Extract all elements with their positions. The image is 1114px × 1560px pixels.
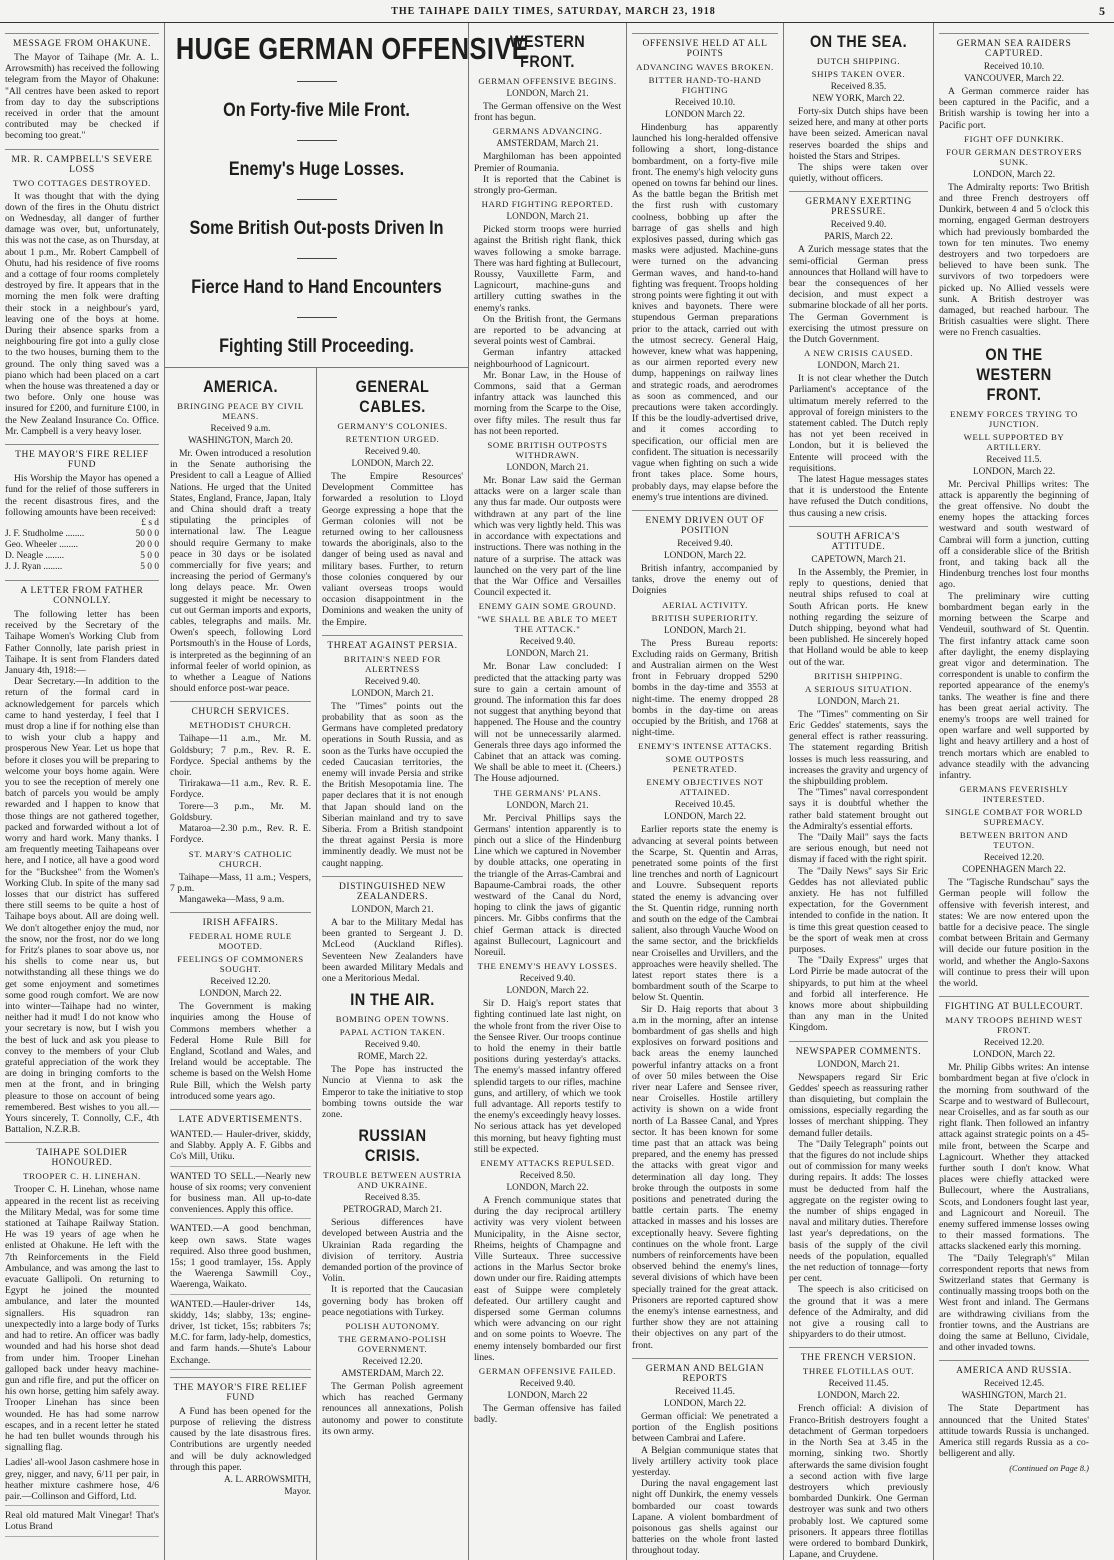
article-paragraph: Mr. Philip Gibbs writes: An intense bombardment began at five o'clock in the morning from southward of the Scarpe and to westward of Bullecourt, near Croiselles, and as far south as our right flank. Then followed an infantry attack against strategic points on a 45-mile front, between the Scarpe and Lagnicourt. Whether they attacked further south I don't know. What places were chiefly attacked were Bullecourt, where the Australians, Scots, and Londoners fought last year, and Lagnicourt and Noreuil. The enemy suffered immense losses owing to their massed formations. The attacks slackened early this morning. bbox=[939, 1062, 1089, 1253]
dateline: LONDON, March 21. bbox=[506, 212, 589, 223]
dateline: LONDON, March 21. bbox=[506, 463, 589, 474]
dateline: Received 9.40. bbox=[519, 974, 576, 985]
advertisement: WANTED TO SELL.—Nearly new house of six rooms; very convenient for business man. All up-to-date conveniences. Apply this office. bbox=[170, 1171, 311, 1220]
article-paragraph: The ships were taken over quietly, without officers. bbox=[789, 162, 928, 185]
donation-amount: 20 0 0 bbox=[135, 539, 159, 550]
advertisement: WANTED.—A good benchman, keep own saws. State wages required. Also three good bushmen, 15s; 1 good tramlayer, 15s. Apply the Waerenga Sawmill Coy., Waerenga, Waikato. bbox=[170, 1223, 311, 1294]
dateline: Received 12.20. bbox=[362, 1356, 423, 1367]
article-subheading: AERIAL ACTIVITY. bbox=[662, 599, 748, 610]
article-heading: MESSAGE FROM OHAKUNE. bbox=[5, 33, 159, 49]
column-1 bbox=[0, 23, 165, 1560]
article-paragraph: Mataroa—2.30 p.m., Rev. R. E. Fordyce. bbox=[170, 823, 311, 846]
divider bbox=[297, 81, 337, 82]
article-paragraph: Serious differences have developed between Austria and the Ukrainian Rada regarding the division of territory. Austria demanded portion of the province of Volin. bbox=[322, 1217, 463, 1285]
dateline: LONDON, March 21. bbox=[506, 649, 589, 660]
article-paragraph: The German offensive on the West front has begun. bbox=[474, 101, 621, 124]
article-subheading: SOME OUTPOSTS PENETRATED. bbox=[665, 754, 745, 775]
article-paragraph: It is reported that the Caucasian governing body has broken off peace negotiations with Turkey. bbox=[322, 1284, 463, 1318]
dateline: AMSTERDAM, March 22. bbox=[341, 1368, 444, 1379]
section-heading: ON THE SEA. bbox=[809, 32, 908, 51]
fund-row bbox=[5, 540, 159, 551]
article-paragraph: German infantry attacked neighbourhood of Lagnicourt. bbox=[474, 347, 621, 370]
dateline: Received 9.40. bbox=[519, 1379, 576, 1390]
article-subheading: BITTER HAND-TO-HAND FIGHTING bbox=[648, 75, 762, 95]
article-subheading: POLISH AUTONOMY. bbox=[345, 1320, 440, 1331]
article-subheading: ENEMY FORCES TRYING TO JUNCTION. bbox=[950, 408, 1078, 429]
dateline: LONDON, March 22. bbox=[663, 550, 747, 561]
dateline: WASHINGTON, March 20. bbox=[188, 436, 293, 446]
dateline: Received 11.45. bbox=[675, 1386, 735, 1397]
divider bbox=[297, 317, 337, 318]
article-paragraph: The following letter has been received by the Secretary of the Taihape Women's Working Club from Father Connolly, late parish priest in Taihape. It is sent from Flanders dated January 4th, 1918:— bbox=[5, 608, 159, 676]
article-paragraph: The Pope has instructed the Nuncio at Vienna to ask the Emperor to take the initiative to stop bombing towns outside the war zone. bbox=[322, 1064, 463, 1120]
article-subheading: A NEW CRISIS CAUSED. bbox=[803, 348, 914, 359]
dateline: Received 12.45. bbox=[983, 1379, 1045, 1390]
dateline: LONDON, March 22. bbox=[663, 1398, 747, 1409]
article-paragraph: Mr. Owen introduced a resolution in the Senate authorising the President to call a League of Allied Nations. He urged that the United States, England, France, Japan, Italy and China should draft a treaty stipulating the principles of international law. The League should require Germany to make peace in 30 days or be isolated commercially for five years; and increasing the period of Germany's long delays peace. Mr. Owen suggested it might be necessary to cut out German imports and exports, cables, telegraphs and mails. Mr. Owen's speech, following Lord Portsmouth's in the House of Lords, is interpreted as the beginning of an informal feeler of world opinion, as to whether a League of Nations should enforce post-war peace. bbox=[170, 448, 311, 695]
article-paragraph: Newspapers regard Sir Eric Geddes' speech as reassuring rather than disquieting, but complain the omissions, especially regarding the losses of merchant shipping. They demand fuller details. bbox=[789, 1071, 928, 1139]
dateline: LONDON, March 21. bbox=[817, 1059, 900, 1070]
dateline: LONDON, March 22. bbox=[972, 169, 1056, 180]
donor-name: D. Neagle ........ bbox=[5, 550, 65, 561]
article-paragraph: Picked storm troops were hurried against the British right flank, thick waves following a smoke barrage. There was hard fighting at Bullecourt, Roussy, Vauxillette Farm, and Lagnicourt, machine-guns and artillery cutting swathes in the enemy's ranks. bbox=[474, 224, 621, 314]
masthead bbox=[0, 0, 1114, 23]
dateline: PARIS, March 22. bbox=[824, 232, 893, 243]
article-paragraph: It is reported that the Cabinet is strongly pro-German. bbox=[474, 173, 621, 197]
dateline: ROME, March 22. bbox=[357, 1052, 428, 1063]
headline-deck: Fierce Hand to Hand Encounters bbox=[191, 277, 442, 298]
dateline: LONDON, March 22. bbox=[506, 1183, 589, 1194]
article-subheading: WELL SUPPORTED BY ARTILLERY. bbox=[963, 431, 1065, 452]
fund-row bbox=[5, 551, 159, 562]
dateline: COPENHAGEN March 22. bbox=[962, 865, 1066, 876]
fund-row bbox=[5, 562, 159, 573]
article-paragraph: German official: We penetrated a portion of the English positions between Cambrai and Lafere. bbox=[632, 1410, 778, 1445]
article-paragraph: In the Assembly, the Premier, in reply to questions, denied that neutral ships refused to coal at South African ports. He knew nothing regarding the seizure of Dutch shipping, beyond what had been published. He sincerely hoped that Holland would be able to keep out of the war. bbox=[789, 566, 928, 668]
dateline: LONDON, March 21. bbox=[506, 89, 589, 99]
article-paragraph: His Worship the Mayor has opened a fund for the relief of those sufferers in the recent disastrous fires, and the following amounts have been received: bbox=[5, 473, 159, 518]
section-heading: RUSSIAN CRISIS. bbox=[358, 1126, 427, 1166]
dateline: Received 9.40. bbox=[830, 220, 887, 231]
article-heading: NEWSPAPER COMMENTS. bbox=[789, 1041, 928, 1057]
article-subheading: ENEMY GAIN SOME GROUND. bbox=[478, 601, 617, 612]
article-paragraph: The Press Bureau reports: Excluding raids on Germany, British and Australian airmen on the West front in February dropped 5290 bombs in the day-time and 3553 at night-time. The enemy dropped 28 bombs in the day-time on areas occupied by the British, and 1768 at night-time. bbox=[632, 637, 778, 739]
article-paragraph: On the British front, the Germans are reported to be advancing at several points west of Cambrai. bbox=[474, 313, 621, 348]
article-subheading: A SERIOUS SITUATION. bbox=[804, 683, 913, 694]
dateline: Received 8.35. bbox=[830, 82, 887, 92]
article-paragraph: A Fund has been opened for the purpose of relieving the distress caused by the late disastrous fires. Contributions are urgently needed and will be duly acknowledged through this paper. bbox=[170, 1405, 311, 1473]
continued-note: (Continued on Page 8.) bbox=[1009, 1463, 1089, 1474]
article-heading: AMERICA AND RUSSIA. bbox=[939, 1360, 1089, 1376]
article-subheading: ENEMY'S INTENSE ATTACKS. bbox=[638, 741, 772, 752]
divider bbox=[297, 258, 337, 259]
dateline: LONDON, March 22. bbox=[972, 1050, 1056, 1061]
article-subheading: ADVANCING WAVES BROKEN. bbox=[636, 62, 774, 72]
article-subheading: FEDERAL HOME RULE MOOTED. bbox=[189, 931, 292, 952]
article-heading: LATE ADVERTISEMENTS. bbox=[170, 1109, 311, 1125]
dateline: Received 8.35. bbox=[364, 1193, 421, 1204]
article-subheading: BRITISH SHIPPING. bbox=[814, 670, 903, 681]
article-paragraph: Trooper C. H. Linehan, whose name appeared in the recent list as receiving the Military Medal, was for some time stationed at Taihape Railway Station. He was 19 years of age when he enlisted at Ohakune. He left with the 7th Reinforcements in the Field Ambulance, and was among the last to evacuate Gallipoli. On returning to Egypt he joined the mounted ambulance, and later the mounted signallers. His squadron ran unexpectedly into a large body of Turks and had to retire. An officer was badly wounded and had his horse shot dead from under him. Trooper Linehan galloped back under heavy machine-gun and rifle fire, and put the officer on his own horse, getting him safely away. Trooper Linehan has since been wounded. He has had some narrow escapes, and in a recent letter he stated he had ten bullet wounds through his signalling flag. bbox=[5, 1184, 159, 1454]
article-heading: DISTINGUISHED NEW ZEALANDERS. bbox=[322, 876, 463, 902]
article-paragraph: Mr. Bonar Law said the German attacks were on a larger scale than any thus far made. Our outposts were withdrawn at any part of the line which was very lightly held. This was in accordance with expectations and instructions. There was nothing in the nature of a surprise. The attack was launched on the very part of the line that the War Office and Versailles Council expected it. bbox=[474, 475, 621, 599]
article-subheading: FIGHT OFF DUNKIRK. bbox=[964, 133, 1064, 144]
article-subheading: ST. MARY'S CATHOLIC CHURCH. bbox=[188, 848, 293, 869]
article-paragraph: A Zurich message states that the semi-official German press announces that Holland will have to bear the consequences of her decision, and must expect a submarine blockade of all her ports. The German Government is exercising the utmost pressure on the Dutch Government. bbox=[789, 244, 928, 346]
article-paragraph: Mr. Percival Phillips writes: The attack is apparently the beginning of the great offensive. No doubt the enemy hopes the attacking forces westward and south westward of Cambrai will form a junction, cutting off a considerable slice of the British front, and taking back all the Hindenburg trenches lost four months ago. bbox=[939, 478, 1089, 591]
article-subheading: SINGLE COMBAT FOR WORLD SUPREMACY. bbox=[945, 807, 1083, 828]
article-paragraph: Mr. Bonar Law, in the House of Commons, said that a German infantry attack was launched this morning from the Scarpe to the Oise, over fifty miles. The result thus far has not been reported. bbox=[474, 369, 621, 437]
headline-deck: Some British Out-posts Driven In bbox=[189, 218, 444, 239]
dateline: LONDON, March 21. bbox=[817, 361, 900, 372]
article-paragraph: The Empire Resources' Development Committee has forwarded a resolution to Lloyd George expressing a hope that the German colonies will not be returned owing to her callousness towards the aboriginals, also to the danger of being used as naval and military bases. Further, to return those colonies conquered by our valiant overseas troops would occasion disappointment in the Dominions and weaken the unity of the Empire. bbox=[322, 471, 463, 628]
article-paragraph: The Government is making inquiries among the House of Commons members whether a Federal Home Rule Bill for England, Scotland and Wales, and Ireland would be acceptable. The scheme is based on the Welsh Home Rule Bill, which the Welsh party introduced some years ago. bbox=[170, 1001, 311, 1102]
article-subheading: RETENTION URGED. bbox=[345, 434, 440, 444]
article-paragraph: Sir D. Haig reports that about 3 a.m in the morning, after an intense bombardment of gas shells and high explosives on forward positions and back areas the enemy launched powerful infantry attacks on a front of over 50 miles between the Oise river near Lafere and Sensee river, near Croiselles. Hostile artillery activity is shown on a wide front north of La Bassee Canal, and Ypres sector. It has been known for some time past that an attack was being prepared, and the enemy has pressed the attacks with great vigor and determination all day long. They broke through the outposts in some positions and penetrated during the battle certain parts. The enemy attacked in masses and his losses are exceptionally heavy. Severe fighting continues on the whole front. Large numbers of reinforcements have been observed behind the enemy's lines, several divisions of which have been specially trained for the great attack. Prisoners are reported captured show the enemy's intense earnestness, and further show they are not attaining their objectives on any part of the front. bbox=[632, 1003, 778, 1351]
divider bbox=[297, 199, 337, 200]
article-paragraph: The "Daily Telegraph's" Milan correspondent reports that news from Switzerland states that Germany is continually massing troops both on the West front and inland. The Germans are withdrawing civilians from the frontier towns, and the Austrians are doing the same at Belluno, Cividale, and other invaded towns. bbox=[939, 1252, 1089, 1354]
dateline: WASHINGTON, March 21. bbox=[961, 1391, 1067, 1402]
article-subheading: BRINGING PEACE BY CIVIL MEANS. bbox=[177, 401, 304, 421]
article-paragraph: A bar to the Military Medal has been granted to Sergeant J. D. McLeod (Auckland Rifles). Seventeen New Zealanders have been awarded Military Medals and one a Meritorious Medal. bbox=[322, 916, 463, 984]
dateline: NEW YORK, March 22. bbox=[812, 94, 905, 104]
section-heading: WESTERN FRONT. bbox=[509, 32, 586, 71]
advertisement: Real old matured Malt Vinegar! That's Lotus Brand bbox=[5, 1510, 159, 1536]
article-subheading: BRITISH SUPERIORITY. bbox=[651, 612, 759, 623]
article-paragraph: It was thought that with the dying down of the fires in the Ohutu district on Wednesday, all danger of further damage was over, but, unfortunately, this was not the case, as on Thursday, at about 1 p.m., Mr. Robert Campbell of Ohutu, had his residence of five rooms and a cottage of four rooms completely destroyed by fire. It appears that in the morning the men folk were drafting their stock in a neighbour's yard, leaving one of the boys at home. During their absence sparks from a neighbouring fire got into a gully close to the two houses, burning them to the ground. The only thing saved was a piano which had been placed on a cart when the house was threatened a day or two before. Only one house was insured for £200, and furniture £100, in the New Zealand Insurance Co. Office. Mr. Campbell is a very heavy loser. bbox=[5, 190, 159, 437]
article-subheading: GERMANS FEVERISHLY INTERESTED. bbox=[959, 784, 1069, 805]
article-paragraph: A German commerce raider has been captured in the Pacific, and a British warship is towing her into a Pacific port. bbox=[939, 86, 1089, 131]
dateline: LONDON, March 22. bbox=[351, 459, 434, 469]
article-subheading: GERMANS ADVANCING. bbox=[492, 126, 603, 137]
article-paragraph: The latest Hague messages states that it is understood the Entente have refused the Dutch conditions, thus causing a new crisis. bbox=[789, 474, 928, 519]
article-subheading: MANY TROOPS BEHIND WEST FRONT. bbox=[945, 1015, 1083, 1036]
dateline: Received 9.40. bbox=[364, 676, 421, 687]
dateline: AMSTERDAM, March 21. bbox=[496, 139, 599, 150]
headline-deck: Enemy's Huge Losses. bbox=[228, 159, 405, 180]
article-paragraph: The preliminary wire cutting bombardment began early in the morning between the Scarpe and Vendeuil, southward of St. Quentin. The first infantry attack came soon after daylight, the enemy displaying great vigor and determination. The correspondent is unable to confirm the reported appearance of the enemy's tanks. The weather is fine and there has been great aerial activity. The enemy's troops are well trained for open warfare and well supported by light and heavy artillery and a host of trench mortars which are enabled to advance steadily with the advancing infantry. bbox=[939, 590, 1089, 781]
article-paragraph: The German offensive has failed badly. bbox=[474, 1403, 621, 1426]
article-paragraph: Forty-six Dutch ships have been seized here, and many at other ports have been seized. American naval reserves boarded the ships and hoisted the Stars and Stripes. bbox=[789, 106, 928, 162]
article-subheading: BETWEEN BRITON AND TEUTON. bbox=[959, 830, 1069, 851]
article-heading: THE MAYOR'S FIRE RELIEF FUND bbox=[5, 444, 159, 470]
article-paragraph: Taihape—11 a.m., Mr. M. Goldsbury; 7 p.m., Rev. R. E. Fordyce. Special anthems by the choir. bbox=[170, 733, 311, 779]
article-paragraph: A French communique states that during the day reciprocal artillery activity was very violent between Municipality, in the Aisne sector, Rheims, heights of Champagne and Ville Surteaux. Three successive actions in the Marlus Sector broke down under our fire. Raiding attempts east of Suippe were completely defeated. Our artillery caught and dispersed some German columns which were advancing on our right and on some points to Woevre. The enemy intensely bombarded our first lines. bbox=[474, 1195, 621, 1363]
article-paragraph: Marghiloman has been appointed Premier of Roumania. bbox=[474, 151, 621, 174]
article-subheading: GERMAN OFFENSIVE BEGINS. bbox=[478, 76, 617, 86]
article-paragraph: British infantry, accompanied by tanks, drove the enemy out of Doignies bbox=[632, 562, 778, 597]
dateline: LONDON, March 21. bbox=[663, 625, 747, 636]
article-subheading: THE ENEMY'S HEAVY LOSSES. bbox=[477, 961, 618, 972]
dateline: PETROGRAD, March 21. bbox=[343, 1205, 442, 1216]
article-paragraph: The "Daily Mail" says the facts are serious enough, but need not dismay if faced with the right spirit. bbox=[789, 831, 928, 866]
article-paragraph: The "Daily Telegraph" points out that the figures do not include ships out of commission for many weeks during repairs. It adds: The losses must be deducted from half the aggregate on the register owing to the number of ships engaged in naval and military duties. Therefore last year's depredations, on the basis of the supply of the civil needs of the population, equalled the net reduction of tonnage—forty per cent. bbox=[789, 1138, 928, 1285]
article-subheading: THE GERMANO-POLISH GOVERNMENT. bbox=[338, 1333, 447, 1354]
article-paragraph: The speech is also criticised on the ground that it was a mere defence of the Admiralty, and did not give a rousing call to shipyarders to do their utmost. bbox=[789, 1284, 928, 1341]
article-subheading: BOMBING OPEN TOWNS. bbox=[335, 1014, 450, 1025]
section-heading: GENERAL CABLES. bbox=[355, 377, 430, 416]
article-subheading: PAPAL ACTION TAKEN. bbox=[339, 1027, 446, 1038]
column-6 bbox=[784, 23, 934, 1560]
article-heading: OFFENSIVE HELD AT ALL POINTS bbox=[632, 33, 778, 59]
article-subheading: TROUBLE BETWEEN AUSTRIA AND UKRAINE. bbox=[323, 1170, 462, 1191]
article-heading: THE MAYOR'S FIRE RELIEF FUND bbox=[170, 1377, 311, 1403]
dateline: Received 12.20. bbox=[210, 977, 271, 988]
dateline: LONDON, March 21. bbox=[817, 696, 900, 707]
article-heading: THE FRENCH VERSION. bbox=[789, 1347, 928, 1363]
article-heading: TAIHAPE SOLDIER HONOURED. bbox=[5, 1142, 159, 1168]
dateline: CAPETOWN, March 21. bbox=[811, 554, 906, 565]
dateline: Received 9 a.m. bbox=[210, 424, 271, 434]
dateline: LONDON, March 22. bbox=[199, 989, 282, 1000]
column-4 bbox=[469, 23, 627, 1560]
article-subheading: TROOPER C. H. LINEHAN. bbox=[23, 1171, 141, 1182]
dateline: Received 9.40. bbox=[677, 538, 733, 549]
article-subheading: GERMAN OFFENSIVE FAILED. bbox=[478, 1366, 617, 1377]
section-heading: AMERICA. bbox=[203, 377, 278, 396]
article-paragraph: The "Times" commenting on Sir Eric Geddes' statements, says the general effect is rather reassuring. The statement regarding British losses is much less reassuring, and increases the gravity and urgency of the shipbuilding problem. bbox=[789, 708, 928, 787]
dateline: VANCOUVER, March 22. bbox=[963, 74, 1065, 84]
article-heading: A LETTER FROM FATHER CONNOLLY. bbox=[5, 580, 159, 606]
article-paragraph: Hindenburg has apparently launched his long-heralded offensive following a short, long-distance bombardment, on a forty-five mile front. The enemy's high velocity guns opened on towns far behind our lines. As the battle began the British met the first rush with customary coolness, bobbing up after the barrage of gas shells and high explosives passed, during which gas masks were adjusted. Machine-guns were turned on the advancing German waves, and hand-to-hand fighting was frequent. Troops holding strong points were fighting it out with knives and bayonets. There were stupendous German preparations prior to the attack, carried out with the utmost secrecy. General Haig, however, knew what was happening, as our airmen reported every new dump, happenings on railway lines and strategic roads, and aerodromes as soon as commenced, and our precautions were taken accordingly. If this be the loudly-advertised drive, and it comes according to specification, our official men are confident. The situation is necessarily vague when fighting on such a wide front takes place. Some hours, probably days, may elapse before the enemy's true intentions are divined. bbox=[632, 122, 778, 503]
article-paragraph: Torere—3 p.m., Mr. M. Goldsbury. bbox=[170, 800, 311, 823]
article-paragraph: Sir D. Haig's report states that fighting continued late last night, on the whole front from the river Oise to the Sensee River. Our troops continue to hold the enemy in their battle positions during yesterday's attacks. The enemy's massed infantry offered splendid targets to our rifles, machine guns, and artillery, of which we took full advantage. All reports testify to the enemy's exceedingly heavy losses. No serious attack has yet developed this morning, but heavy fighting must still be expected. bbox=[474, 998, 621, 1155]
article-subheading: HARD FIGHTING REPORTED. bbox=[481, 199, 614, 210]
donation-amount: 5 0 0 bbox=[140, 550, 159, 561]
article-paragraph: During the naval engagement last night off Dunkirk, the enemy vessels bombarded our coast towards Lapane. A violent bombardment of poisonous gas shells against our batteries on the whole front lasted throughout today. bbox=[632, 1478, 778, 1557]
section-heading: IN THE AIR. bbox=[350, 990, 435, 1010]
article-heading: THREAT AGAINST PERSIA. bbox=[322, 635, 463, 651]
headline-deck: On Forty-five Mile Front. bbox=[223, 100, 410, 121]
main-headline: HUGE GERMAN OFFENSIVE bbox=[175, 31, 530, 66]
article-paragraph: The "Tagische Rundschau" says the German people will follow the offensive with feverish interest, and states: We are now entered upon the battle for a decisive peace. The single combat between Britain and Germany will decide our future position in the world, and whether the Anglo-Saxons will continue to press their will upon the world. bbox=[939, 877, 1089, 989]
fund-row bbox=[5, 529, 159, 540]
donor-name: J. J. Ryan ........ bbox=[5, 561, 63, 572]
article-paragraph: The "Times" points out the probability that as soon as the Germans have completed predatory operations in South Russia, and as soon as the Turks have occupied the ceded Caucasian territories, the enemy will invade Persia and strike the British Mesopotamia line. The paper declares that it is not enough that Japan should land on the Siberian mainland and try to save Siberia. From a British standpoint the threat against Persia is more imminently deadly. We must not be caught napping. bbox=[322, 700, 463, 869]
dateline: LONDON, March 22. bbox=[663, 812, 747, 823]
donation-amount: 50 0 0 bbox=[135, 528, 159, 539]
article-subheading: THREE FLOTILLAS OUT. bbox=[802, 1366, 915, 1377]
article-paragraph: The Admiralty reports: Two British and three French destroyers off Dunkirk, between 4 and 5 o'clock this morning, engaged German destroyers which had previously bombarded the town for ten minutes. Two enemy destroyers and two torpedoers are believed to have been sunk. The survivors of two torpedoers were picked up. No Allied vessels were sunk. A British destroyer was damaged, but reached harbour. The British casualties were slight. There were no French casualties. bbox=[939, 181, 1089, 339]
article-heading: GERMAN AND BELGIAN REPORTS bbox=[632, 1358, 778, 1384]
article-subheading: "WE SHALL BE ABLE TO MEET THE ATTACK." bbox=[477, 614, 618, 635]
article-paragraph: It is not clear whether the Dutch Parliament's acceptance of the ultimatum merely referred to the approval of foreign ministers to the statement cabled. The Dutch reply has not yet been received in London, but it is believed the Entente will proceed with the requisitions. bbox=[789, 373, 928, 474]
article-paragraph: The "Times" naval correspondent says it is doubtful whether the rather bald statement brought out the Admiralty's essential efforts. bbox=[789, 787, 928, 832]
donation-amount: £ s d bbox=[141, 517, 159, 528]
article-paragraph: The German Polish agreement which has reached Germany renounces all annexations, Polish autonomy and power to constitute its own army. bbox=[322, 1380, 463, 1437]
article-heading: GERMANY EXERTING PRESSURE. bbox=[789, 191, 928, 217]
column-7 bbox=[934, 23, 1094, 1560]
advertisement: Ladies' all-wool Jason cashmere hose in grey, nigger, and navy, 6/11 per pair, in heather mixture cashmere hose, 4/6 pair.—Collinson and Gifford, Ltd. bbox=[5, 1457, 159, 1506]
column-2 bbox=[165, 368, 317, 1560]
dateline: Received 11.5. bbox=[986, 454, 1042, 465]
column-5 bbox=[627, 23, 784, 1560]
dateline: LONDON, March 21. bbox=[506, 800, 589, 811]
article-subheading: GERMANY'S COLONIES. bbox=[337, 421, 448, 431]
article-paragraph: Mr. Bonar Law concluded: I predicted that the attacking party was sure to gain a certain amount of ground. The information this far does not suggest that anything beyond that happened. The House and the country will not be unnecessarily alarmed. Generals three days ago informed the Cabinet that an attack was coming. We shall be able to meet it. (Cheers.) The House adjourned. bbox=[474, 661, 621, 785]
article-paragraph: Taihape—Mass, 11 a.m.; Vespers, 7 p.m. bbox=[170, 871, 311, 894]
article-subheading: SOME BRITISH OUTPOSTS WITHDRAWN. bbox=[487, 440, 608, 461]
article-paragraph: Mangaweka—Mass, 9 a.m. bbox=[179, 893, 285, 905]
article-paragraph: The "Daily News" says Sir Eric Geddes has not alleviated public anxiety. He has not fulfilled expectation, for the Government intended to confide in the nation. It is time this great question ceased to be the sport of weak men at cross purposes. bbox=[789, 865, 928, 955]
dateline: LONDON, March 22 bbox=[507, 1391, 588, 1402]
article-heading: MR. R. CAMPBELL'S SEVERE LOSS bbox=[5, 149, 159, 175]
article-subheading: BRITAIN'S NEED FOR ALERTNESS bbox=[343, 653, 442, 674]
article-heading: IRISH AFFAIRS. bbox=[170, 912, 311, 928]
article-subheading: METHODIST CHURCH. bbox=[189, 720, 292, 731]
advertisement: WANTED.— Hauler-driver, skiddy, and Slabby. Apply A. F. Gibbs and Co's Mill, Utiku. bbox=[170, 1129, 311, 1167]
article-subheading: ENEMY OBJECTIVES NOT ATTAINED. bbox=[646, 777, 764, 798]
dateline: Received 9.40. bbox=[364, 1040, 421, 1051]
article-subheading: FOUR GERMAN DESTROYERS SUNK. bbox=[946, 146, 1082, 167]
headline-deck: Fighting Still Proceeding. bbox=[219, 336, 414, 357]
fund-row bbox=[5, 518, 159, 529]
article-paragraph: The Mayor of Taihape (Mr. A. L. Arrowsmith) has received the following telegram from the Mayor of Ohakune: "All centres have been asked to report from day to day the subscriptions received in order that the amount contributed may be checked if becoming too great." bbox=[5, 52, 159, 142]
donor-name bbox=[5, 518, 141, 529]
main-headline-block bbox=[165, 23, 530, 368]
dateline: LONDON, March 22. bbox=[817, 1391, 900, 1402]
dateline: Received 12.20. bbox=[983, 853, 1045, 864]
article-subheading: ENEMY ATTACKS REPULSED. bbox=[480, 1158, 615, 1169]
article-paragraph: Mr. Percival Phillips says the Germans' intention apparently is to pinch out a slice of the Hindenburg Line which we captured in November by double attacks, one operating in the triangle of the Arras-Cambrai and Bapaume-Cambrai roads, the other westward of the Canal du Nord, hoping to clink the jaws of gigantic pincers. Mr. Gibbs confirms that the chief German attack is directed against Bullecourt, Lagnicourt and Noreuil. bbox=[474, 812, 621, 958]
article-subheading: TWO COTTAGES DESTROYED. bbox=[13, 177, 151, 188]
dateline: LONDON, March 22. bbox=[506, 986, 589, 997]
signature: A. L. ARROWSMITH, bbox=[223, 1475, 311, 1486]
dateline: Received 11.45. bbox=[828, 1379, 889, 1390]
page-number: 5 bbox=[1099, 3, 1106, 18]
newspaper-page bbox=[0, 23, 1114, 1560]
dateline: Received 10.10. bbox=[983, 62, 1045, 72]
article-subheading: THE GERMANS' PLANS. bbox=[493, 787, 602, 798]
article-subheading: DUTCH SHIPPING. bbox=[816, 56, 901, 66]
newspaper-title: THE TAIHAPE DAILY TIMES, SATURDAY, MARCH 23, 1918 bbox=[391, 5, 716, 17]
article-paragraph: Earlier reports state the enemy is advancing at several points between the Scarpe, St. Quentin and Arras, penetrated some points of the first line trenches and north of Lagnicourt and Louvre. Subsequent reports stated the enemy is advancing over the St. Quentin ridge, running north and south on the edge of the Cambrai salient, also through Vauche Wood on the same sector, and the brickfields near Croiselles and Urvillers, and the approaches were heavily shelled. The latest report states there is a bombardment south of the Scarpe to below St. Quentin. bbox=[632, 824, 778, 1004]
article-paragraph: Dear Secretary.—In addition to the return of the formal card in acknowledgement for parcels which came to hand yesterday, I feel that I must drop a line if for nothing else than to wish your club a happy and prosperous New Year. Let us hope that before it closes you will be preparing to welcome your boys home again. Were you to see the reception of merely one batch of parcels you would be amply rewarded and I happen to know that those things are not gathered together, packed and forwarded without a lot of worry and hard work. Many thanks. I am frequently meeting Taihapeans over here, and I notice, all have a good word for the "Buckshee" from the Women's Working Club. In spite of the many sad losses that our district has suffered there still seems to be quite a host of Taihape boys about. All are doing well. We don't altogether enjoy the mud, nor the snow, nor the frost, nor do we long for Fritz's planes to soar above us, nor his shells to come near us, but notwithstanding all these things we do get some enjoyment and sometimes some good rough comfort. We are now into winter—Taihape had no winter, neither had it mud! I do not know who your secretary is now, but I wish you the best of luck and ask you please to convey to the members of your Club grateful appreciation of the work they are doing in bringing comforts to the men at the front, and in bringing pleasure to those on account of being remembered. Best wishes to you all.—Yours sincerely, T. Connolly, C.F., 4th Battalion, N.Z.R.B. bbox=[5, 676, 159, 1136]
article-heading: FIGHTING AT BULLECOURT. bbox=[939, 996, 1089, 1012]
section-heading: ON THE WESTERN FRONT. bbox=[976, 344, 1052, 404]
advertisement: WANTED.—Hauler-driver 14s, skiddy, 14s; slabby, 13s; engine-driver, 1st ticket, 15s; rabbiters 7s; M.C. for farm, lady-help, domestics, and farm hands.—Shute's Labour Exchange. bbox=[170, 1299, 311, 1370]
article-heading: SOUTH AFRICA'S ATTITUDE. bbox=[789, 526, 928, 552]
dateline: LONDON, March 21. bbox=[351, 904, 434, 915]
donor-name: J. F. Studholme ........ bbox=[5, 528, 85, 539]
column-3 bbox=[317, 368, 469, 1560]
donor-name: Geo. Wheeler ........ bbox=[5, 539, 78, 550]
article-paragraph: A Belgian communique states that lively artillery activity took place yesterday. bbox=[632, 1444, 778, 1478]
article-paragraph: The State Department has announced that the United States' attitude towards Russia is unchanged. America still regards Russia as a co-belligerent and ally. bbox=[939, 1403, 1089, 1460]
article-paragraph: French official: A division of Franco-British destroyers fought a detachment of German torpedoers in the North Sea at 3.45 in the morning, sinking two. Shortly afterwards the same division fought a second action with five large destroyers which previously bombarded Dunkirk. One German destroyer was sunk and two others probably lost. We captured some prisoners. It appears three flotillas were ordered to bombard Dunkirk, Lapane, and Cruydene. bbox=[789, 1403, 928, 1560]
dateline: Received 10.10. bbox=[674, 98, 736, 108]
article-paragraph: Tirirakawa—11 a.m., Rev. R. E. Fordyce. bbox=[170, 778, 311, 801]
dateline: Received 8.50. bbox=[519, 1171, 576, 1182]
dateline: Received 10.45. bbox=[674, 800, 736, 811]
donation-amount: 5 0 0 bbox=[140, 561, 159, 572]
article-heading: CHURCH SERVICES. bbox=[170, 701, 311, 717]
article-heading: GERMAN SEA RAIDERS CAPTURED. bbox=[939, 33, 1089, 59]
dateline: LONDON, March 22. bbox=[972, 466, 1056, 477]
article-subheading: FEELINGS OF COMMONERS SOUGHT. bbox=[177, 954, 304, 975]
dateline: LONDON March 22. bbox=[665, 110, 745, 120]
signature: Mayor. bbox=[284, 1487, 311, 1498]
dateline: Received 9.40. bbox=[364, 447, 421, 457]
dateline: Received 12.20. bbox=[983, 1038, 1045, 1049]
divider bbox=[297, 140, 337, 141]
dateline: LONDON, March 21. bbox=[351, 688, 434, 699]
article-paragraph: The "Daily Express" urges that Lord Pirrie be made autocrat of the shipyards, to put him at the wheel and forbid all interference. He knows more about shipbuilding than any man in the United Kingdom. bbox=[789, 955, 928, 1034]
article-heading: ENEMY DRIVEN OUT OF POSITION bbox=[632, 510, 778, 536]
article-subheading: SHIPS TAKEN OVER. bbox=[811, 69, 906, 79]
dateline: Received 9.40. bbox=[519, 637, 576, 648]
